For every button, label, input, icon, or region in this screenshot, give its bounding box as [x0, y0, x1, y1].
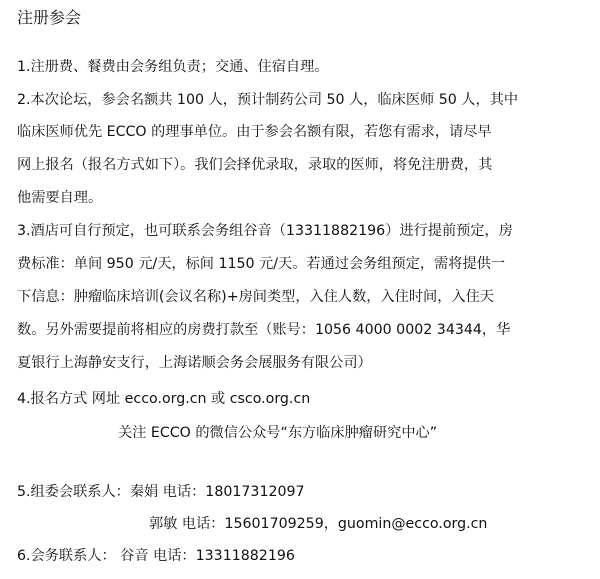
item-3-line-5: 夏银行上海静安支行，上海诺顺会务会展服务有限公司） — [17, 355, 372, 371]
item-4-wechat-follow: 关注 ECCO 的微信公众号“东方临床肿瘤研究中心” — [118, 425, 438, 441]
item-2-line-2: 临床医师优先 ECCO 的理事单位。由于参会名额有限，若您有需求，请尽早 — [17, 124, 492, 140]
item-6-conference-contact: 6.会务联系人： 谷音 电话：13311882196 — [17, 548, 295, 564]
item-2-line-1: 2.本次论坛，参会名额共 100 人，预计制药公司 50 人，临床医师 50 人，其中 — [17, 92, 519, 108]
item-2-line-4: 他需要自理。 — [17, 190, 103, 206]
item-2-line-3: 网上报名（报名方式如下）。我们会择优录取，录取的医师，将免注册费，其 — [17, 157, 493, 173]
item-3-line-2: 费标准：单间 950 元/天，标间 1150 元/天。若通过会务组预定，需将提供一 — [17, 256, 506, 272]
section-title: 注册参会 — [17, 8, 82, 27]
item-4-registration-method: 4.报名方式 网址 ecco.org.cn 或 csco.org.cn — [17, 391, 311, 407]
item-5-committee-contact-1: 5.组委会联系人：秦娟 电话：18017312097 — [17, 484, 305, 500]
item-3-line-4: 数。另外需要提前将相应的房费打款至（账号：1056 4000 0002 34344，华 — [17, 322, 511, 338]
item-3-line-3: 下信息：肿瘤临床培训(会议名称)+房间类型，入住人数，入住时间，入住天 — [17, 289, 494, 305]
item-5-committee-contact-2: 郭敏 电话：15601709259，guomin@ecco.org.cn — [149, 516, 488, 532]
item-1-fees: 1.注册费、餐费由会务组负责；交通、住宿自理。 — [17, 59, 329, 75]
item-3-line-1: 3.酒店可自行预定，也可联系会务组谷音（13311882196）进行提前预定，房 — [17, 223, 513, 239]
